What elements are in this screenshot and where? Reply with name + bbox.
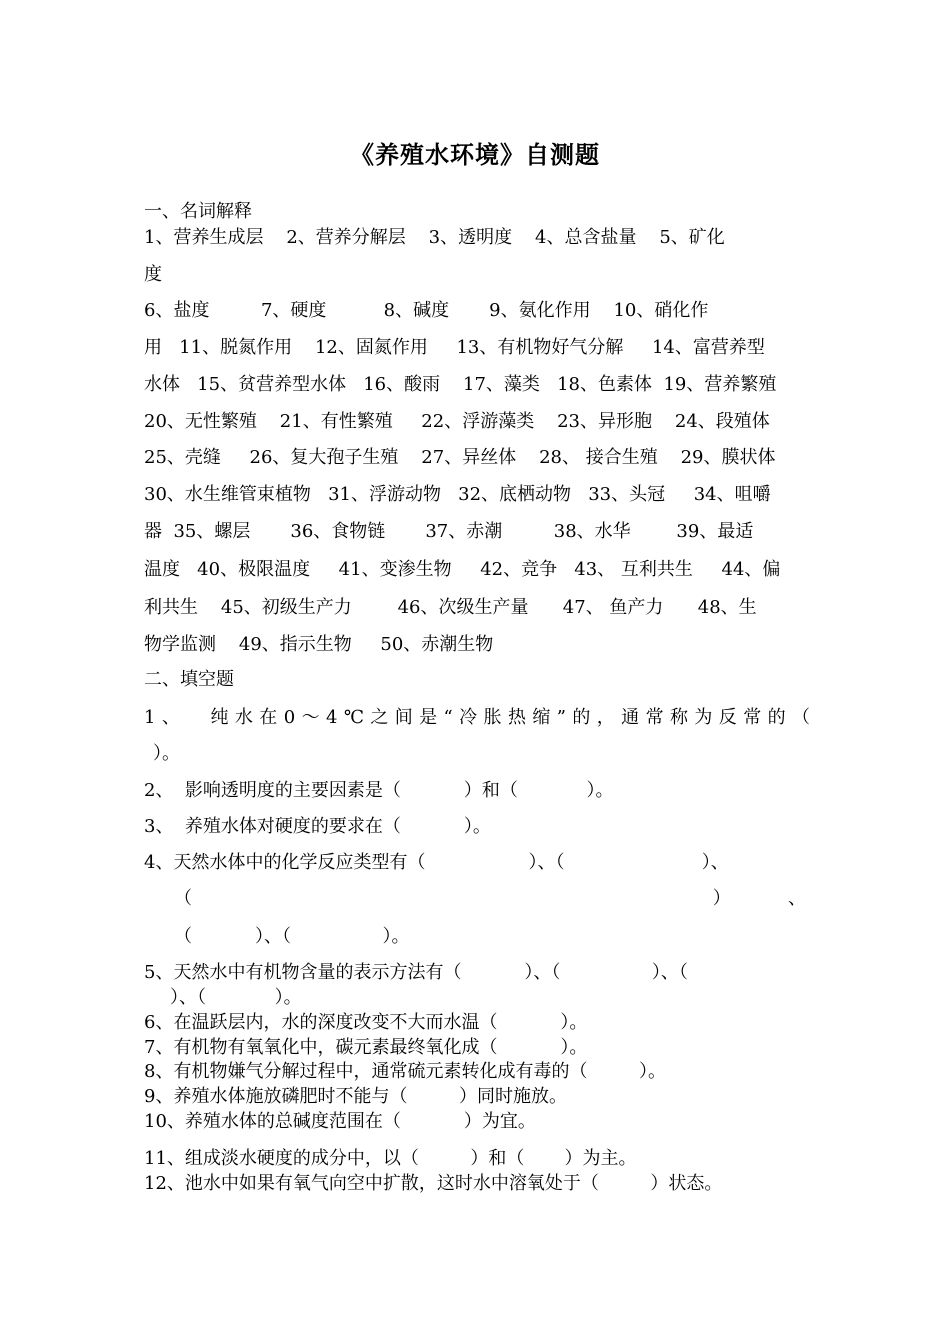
question-1-line-2: ）。 — [153, 743, 180, 764]
terms-line: 25、壳缝 26、复大孢子生殖 27、异丝体 28、 接合生殖 29、膜状体 — [144, 447, 776, 468]
question-4-open-paren: （ — [174, 888, 192, 909]
terms-line: 温度 40、极限温度 41、变渗生物 42、竞争 43、 互利共生 44、偏 — [144, 559, 781, 580]
question-4-line-2 — [174, 888, 806, 910]
question-3: 3、 养殖水体对硬度的要求在（ ）。 — [144, 816, 491, 837]
question-4-line-3: （ ）、（ ）。 — [174, 926, 410, 947]
page-title: 《养殖水环境》自测题 — [350, 141, 600, 169]
question-10: 10、养殖水体的总碱度范围在（ ）为宜。 — [144, 1111, 536, 1132]
question-9: 9、养殖水体施放磷肥时不能与（ ）同时施放。 — [144, 1086, 567, 1107]
question-12: 12、池水中如果有氧气向空中扩散，这时水中溶氧处于（ ）状态。 — [144, 1173, 723, 1194]
question-6: 6、在温跃层内，水的深度改变不大而水温（ ）。 — [144, 1012, 588, 1033]
terms-line: 物学监测 49、指示生物 50、赤潮生物 — [144, 634, 494, 655]
terms-line: 水体 15、贫营养型水体 16、酸雨 17、藻类 18、色素体 19、营养繁殖 — [144, 374, 777, 395]
question-2: 2、 影响透明度的主要因素是（ ）和（ ）。 — [144, 780, 614, 801]
terms-line: 度 — [144, 264, 162, 285]
question-1-line-1 — [144, 707, 817, 729]
question-1-text: 1、 纯水在0～4℃之间是“冷胀热缩”的，通常称为反常的（ — [144, 707, 817, 728]
terms-line: 1、营养生成层 2、营养分解层 3、透明度 4、总含盐量 5、矿化 — [144, 227, 725, 248]
section-heading-terms: 一、名词解释 — [144, 201, 252, 222]
question-5-line-1: 5、天然水中有机物含量的表示方法有（ ）、（ ）、（ — [144, 962, 688, 983]
question-4-line-1: 4、天然水体中的化学反应类型有（ ）、（ ）、 — [144, 852, 729, 873]
terms-line: 器 35、螺层 36、食物链 37、赤潮 38、水华 39、最适 — [144, 521, 754, 542]
question-4-close-paren: ） 、 — [712, 888, 806, 909]
terms-line: 利共生 45、初级生产力 46、次级生产量 47、 鱼产力 48、生 — [144, 597, 757, 618]
section-heading-fill-blank: 二、填空题 — [144, 669, 234, 690]
terms-line: 20、无性繁殖 21、有性繁殖 22、浮游藻类 23、异形胞 24、段殖体 — [144, 411, 770, 432]
question-8: 8、有机物嫌气分解过程中，通常硫元素转化成有毒的（ ）。 — [144, 1061, 666, 1082]
question-7: 7、有机物有氧氧化中，碳元素最终氧化成（ ）。 — [144, 1037, 588, 1058]
question-11: 11、组成淡水硬度的成分中，以（ ）和（ ）为主。 — [144, 1148, 637, 1169]
terms-line: 用 11、脱氮作用 12、固氮作用 13、有机物好气分解 14、富营养型 — [144, 337, 765, 358]
terms-line: 6、盐度 7、硬度 8、碱度 9、氨化作用 10、硝化作 — [144, 300, 709, 321]
question-5-line-2: ）、（ ）。 — [170, 987, 302, 1008]
terms-line: 30、水生维管束植物 31、浮游动物 32、底栖动物 33、头冠 34、咀嚼 — [144, 484, 771, 505]
